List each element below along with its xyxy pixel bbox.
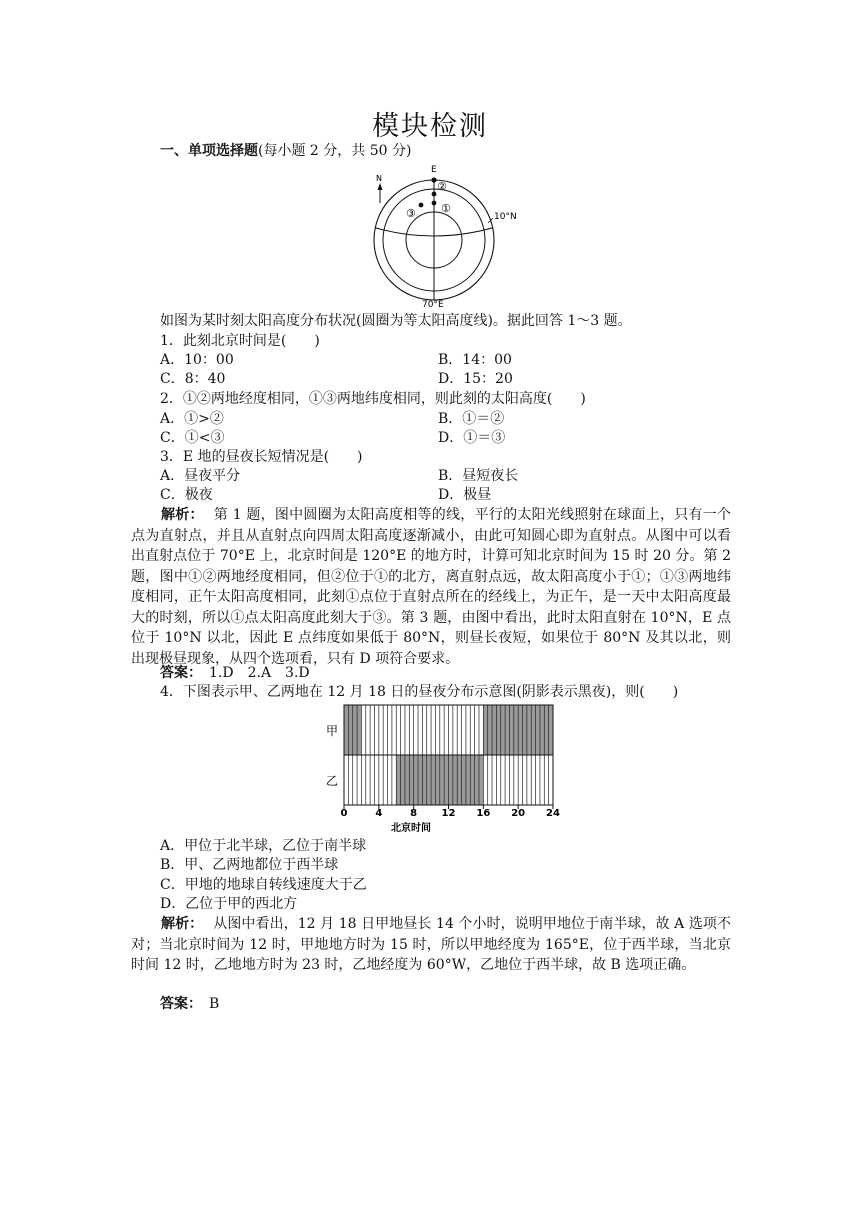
section-heading: 一、单项选择题 [160,143,258,159]
tick-label: 4 [375,808,383,819]
q1-option-b: B．14：00 [438,352,512,368]
row-label-1: 甲 [326,724,339,738]
north-arrow-head [378,183,383,190]
east-label: E [431,165,437,175]
analysis-2-text: 从图中看出，12 月 18 日甲地昼长 14 个小时，说明甲地位于南半球，故 A 选项不对；当北京时间为 12 时，甲地地方时为 15 时，所以甲地经度为 165°E，位于西半球，当北京时间 12 时，乙地地方时为 23 时，乙地经度为 60°W，乙地位于西半球，故 B 选项正确。 [131,916,731,973]
q2-option-a: A．①>② [160,411,224,427]
answer-1 [160,664,310,683]
answer-2 [160,995,219,1014]
q3-stem: 3．E 地的昼夜长短情况是( ) [160,449,363,465]
q3-option-c: C．极夜 [160,487,213,503]
q4-option-a: A．甲位于北半球，乙位于南半球 [160,838,367,854]
tick-label: 8 [410,808,418,819]
parallel-line [370,223,508,236]
q3-option-b: B．昼短夜长 [438,468,519,484]
row-label-2: 乙 [326,774,339,788]
north-label: N [376,174,382,183]
tick-label: 0 [340,808,348,819]
q4-option-d: D．乙位于甲的西北方 [160,896,298,912]
tick-label: 12 [441,808,456,819]
q1-option-d: D．15：20 [438,371,513,387]
point-1 [432,201,437,206]
q3-option-d: D．极昼 [438,487,492,503]
page-title: 模块检测 [372,111,488,142]
q2-option-d: D．①＝③ [438,430,506,446]
answer-2-text: B [209,996,220,1012]
section-heading-line [160,142,411,161]
lon-label: 70°E [422,300,444,308]
analysis-1-text: 第 1 题，图中圆圈为太阳高度相等的线，平行的太阳光线照射在球面上，只有一个点为直射点，并且从直射点向四周太阳高度逐渐减小，由此可知圆心即为直射点。从图中可以看出直射点位于 70°E 上，北京时间是 120°E 的地方时，计算可知北京时间为 15 时 20 分。第 2 题，图中①②两地经度相同，但②位于①的北方，离直射点远，故太阳高度小于①；①③两地纬度相同，正午太阳高度相同，此刻①点位于直射点所在的经线上，为正午，是一天中太阳高度最大的时刻，所以①点太阳高度此刻大于③。第 3 题，由图中看出，此时太阳直射在 10°N，E 点位于 10°N 以北，因此 E 点纬度如果低于 80°N，则昼长夜短，如果位于 80°N 及其以北，则出现极昼现象，从四个选项看，只有 D 项符合要求。 [131,507,732,667]
q1-option-c: C．8：40 [160,371,226,387]
q2-option-c: C．①<③ [160,430,225,446]
q1-stem: 1．此刻北京时间是( ) [160,333,320,349]
section-note: (每小题 2 分，共 50 分) [258,143,412,159]
analysis-1-label: 解析： [161,507,204,523]
q1-option-a: A．10：00 [160,352,234,368]
analysis-1 [131,505,731,669]
q4-option-b: B．甲、乙两地都位于西半球 [160,857,339,873]
analysis-2 [131,914,731,976]
mark-2: ② [437,180,447,193]
lat-label: 10°N [494,212,517,222]
answer-1-label: 答案： [160,665,195,681]
q4-stem: 4．下图表示甲、乙两地在 12 月 18 日的昼夜分布示意图(阴影表示黑夜)，则( ) [160,684,679,700]
point-3 [419,203,424,208]
solar-altitude-figure [370,163,530,308]
x-axis-label: 北京时间 [391,823,431,834]
tick-label: 24 [546,808,560,819]
q3-option-a: A．昼夜平分 [160,468,241,484]
mark-3: ③ [406,207,416,220]
tick-label: 20 [511,808,526,819]
analysis-2-label: 解析： [161,916,204,932]
mark-1: ① [441,202,451,215]
q2-stem: 2．①②两地经度相同，①③两地纬度相同，则此刻的太阳高度( ) [160,391,586,407]
answer-2-label: 答案： [160,996,195,1012]
q4-option-c: C．甲地的地球自转线速度大于乙 [160,877,367,893]
tick-label: 16 [476,808,491,819]
answer-1-text: 1.D 2.A 3.D [209,665,310,681]
q2-option-b: B．①＝② [438,411,505,427]
point-2 [432,192,437,197]
day-night-chart [320,700,580,835]
intro-text: 如图为某时刻太阳高度分布状况(圆圈为等太阳高度线)。据此回答 1～3 题。 [160,313,632,329]
point-e [431,177,436,182]
